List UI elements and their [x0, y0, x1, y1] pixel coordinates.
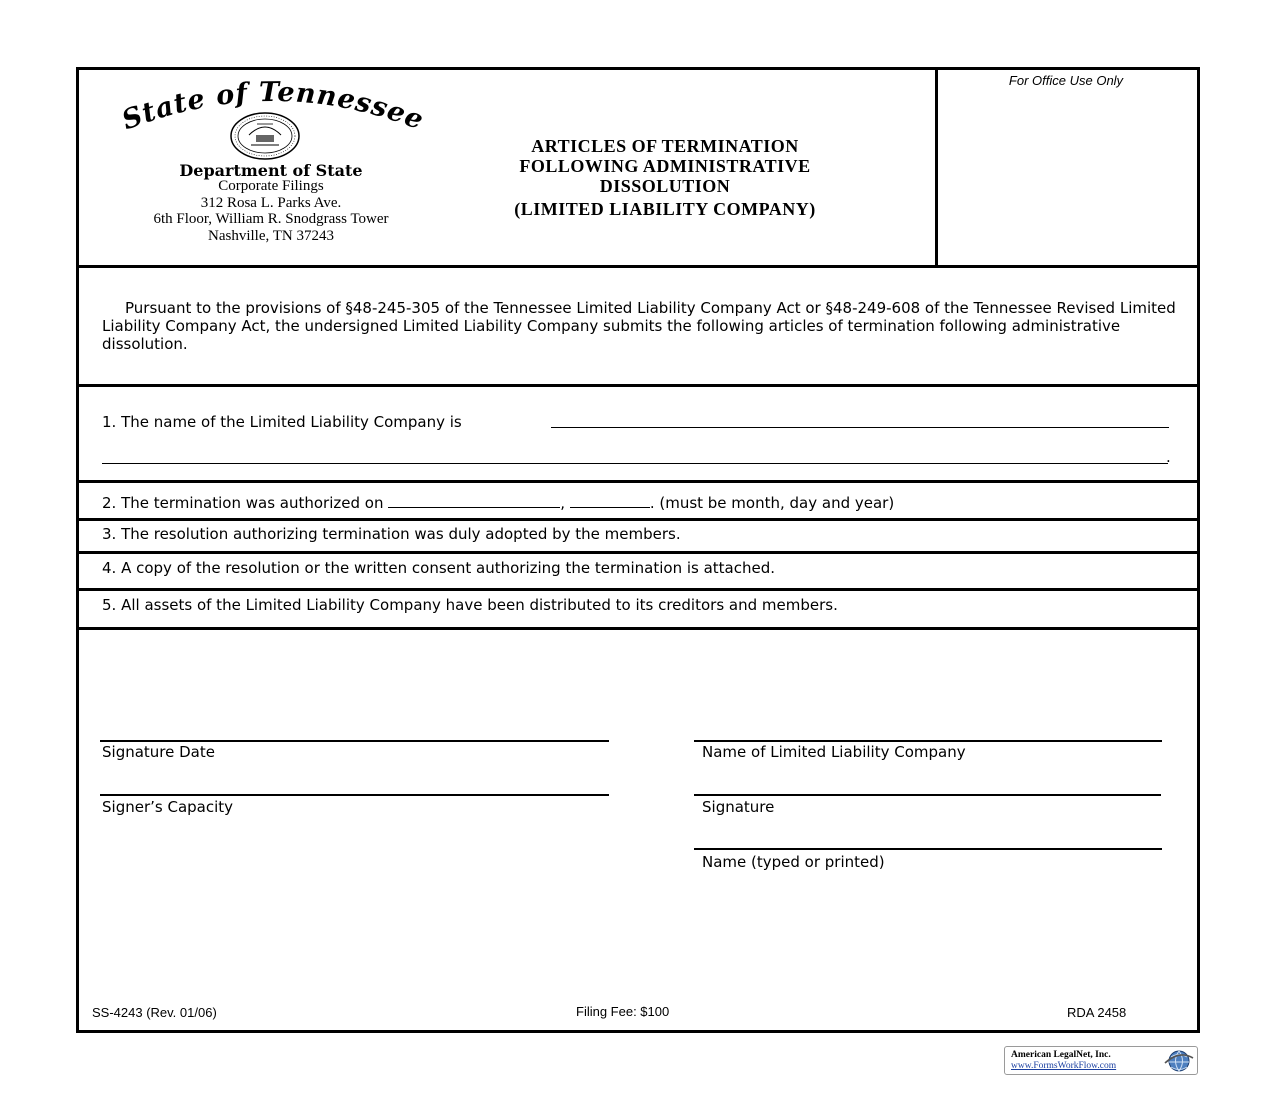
llc-name-signature-line[interactable]: [694, 740, 1162, 742]
form-number: SS-4243 (Rev. 01/06): [92, 1005, 217, 1020]
item-3: 3. The resolution authorizing termination was duly adopted by the members.: [102, 525, 681, 543]
title-line-1: ARTICLES OF TERMINATION: [531, 136, 799, 156]
item-2-suffix: . (must be month, day and year): [649, 494, 895, 512]
state-logo-text: State of Tennessee: [118, 78, 428, 137]
address-line-4: Nashville, TN 37243: [208, 227, 334, 244]
rda-number: RDA 2458: [1067, 1005, 1127, 1020]
address-line-2: 312 Rosa L. Parks Ave.: [200, 194, 342, 211]
name-typed-label: Name (typed or printed): [702, 853, 885, 871]
office-use-label: For Office Use Only: [1008, 73, 1124, 88]
title-line-4: (LIMITED LIABILITY COMPANY): [514, 199, 816, 219]
address-block: [102, 178, 440, 244]
item-2-prefix: 2. The termination was authorized on: [102, 494, 384, 512]
item-5: 5. All assets of the Limited Liability Company have been distributed to its creditors and members.: [102, 596, 838, 614]
state-seal-icon: [229, 111, 301, 161]
rule-item2: [79, 518, 1197, 521]
rule-item1: [79, 480, 1197, 483]
department-name: Department of State: [179, 161, 363, 180]
signature-line[interactable]: [694, 794, 1161, 796]
rule-item3: [79, 551, 1197, 554]
title-line-2: FOLLOWING ADMINISTRATIVE: [519, 156, 811, 176]
filing-fee: Filing Fee: $100: [576, 1004, 670, 1019]
signature-date-label: Signature Date: [102, 743, 215, 761]
rule-header: [79, 265, 1197, 268]
intro-paragraph: Pursuant to the provisions of §48-245-305 of the Tennessee Limited Liability Company Act or §48-249-608 of the Tennessee Revised Limited Liability Company Act, the undersigned Limited Liability Company submits the following articles of termination following administrative dissolution.: [102, 299, 1176, 353]
header-divider: [935, 70, 938, 266]
llc-name-field[interactable]: [551, 427, 1169, 428]
globe-icon: [1163, 1048, 1195, 1078]
termination-date-field[interactable]: [388, 495, 560, 508]
signature-date-line[interactable]: [100, 740, 609, 742]
signers-capacity-line[interactable]: [100, 794, 609, 796]
watermark-url[interactable]: www.FormsWorkFlow.com: [1011, 1061, 1117, 1071]
item-4: 4. A copy of the resolution or the written consent authorizing the termination is attached.: [102, 559, 776, 577]
signers-capacity-label: Signer’s Capacity: [102, 798, 234, 816]
rule-item5: [79, 627, 1197, 630]
item-2-comma: ,: [560, 494, 566, 512]
form-title: [445, 136, 885, 219]
title-line-3: DISSOLUTION: [599, 176, 731, 196]
address-line-3: 6th Floor, William R. Snodgrass Tower: [153, 211, 389, 227]
item-1: [102, 413, 462, 431]
item-2: [102, 494, 894, 512]
name-typed-line[interactable]: [694, 848, 1162, 850]
item-1-label: 1. The name of the Limited Liability Company is: [102, 413, 462, 431]
address-line-1: Corporate Filings: [218, 178, 324, 194]
legalnet-watermark: [1004, 1046, 1198, 1075]
signature-label: Signature: [702, 798, 775, 816]
rule-intro: [79, 384, 1197, 387]
rule-item4: [79, 588, 1197, 591]
llc-name-label: Name of Limited Liability Company: [702, 743, 966, 761]
llc-name-field-line-2[interactable]: [102, 463, 1168, 464]
watermark-company: American LegalNet, Inc.: [1011, 1050, 1111, 1060]
item-1-end: .: [1166, 448, 1171, 466]
termination-year-field[interactable]: [570, 495, 650, 508]
